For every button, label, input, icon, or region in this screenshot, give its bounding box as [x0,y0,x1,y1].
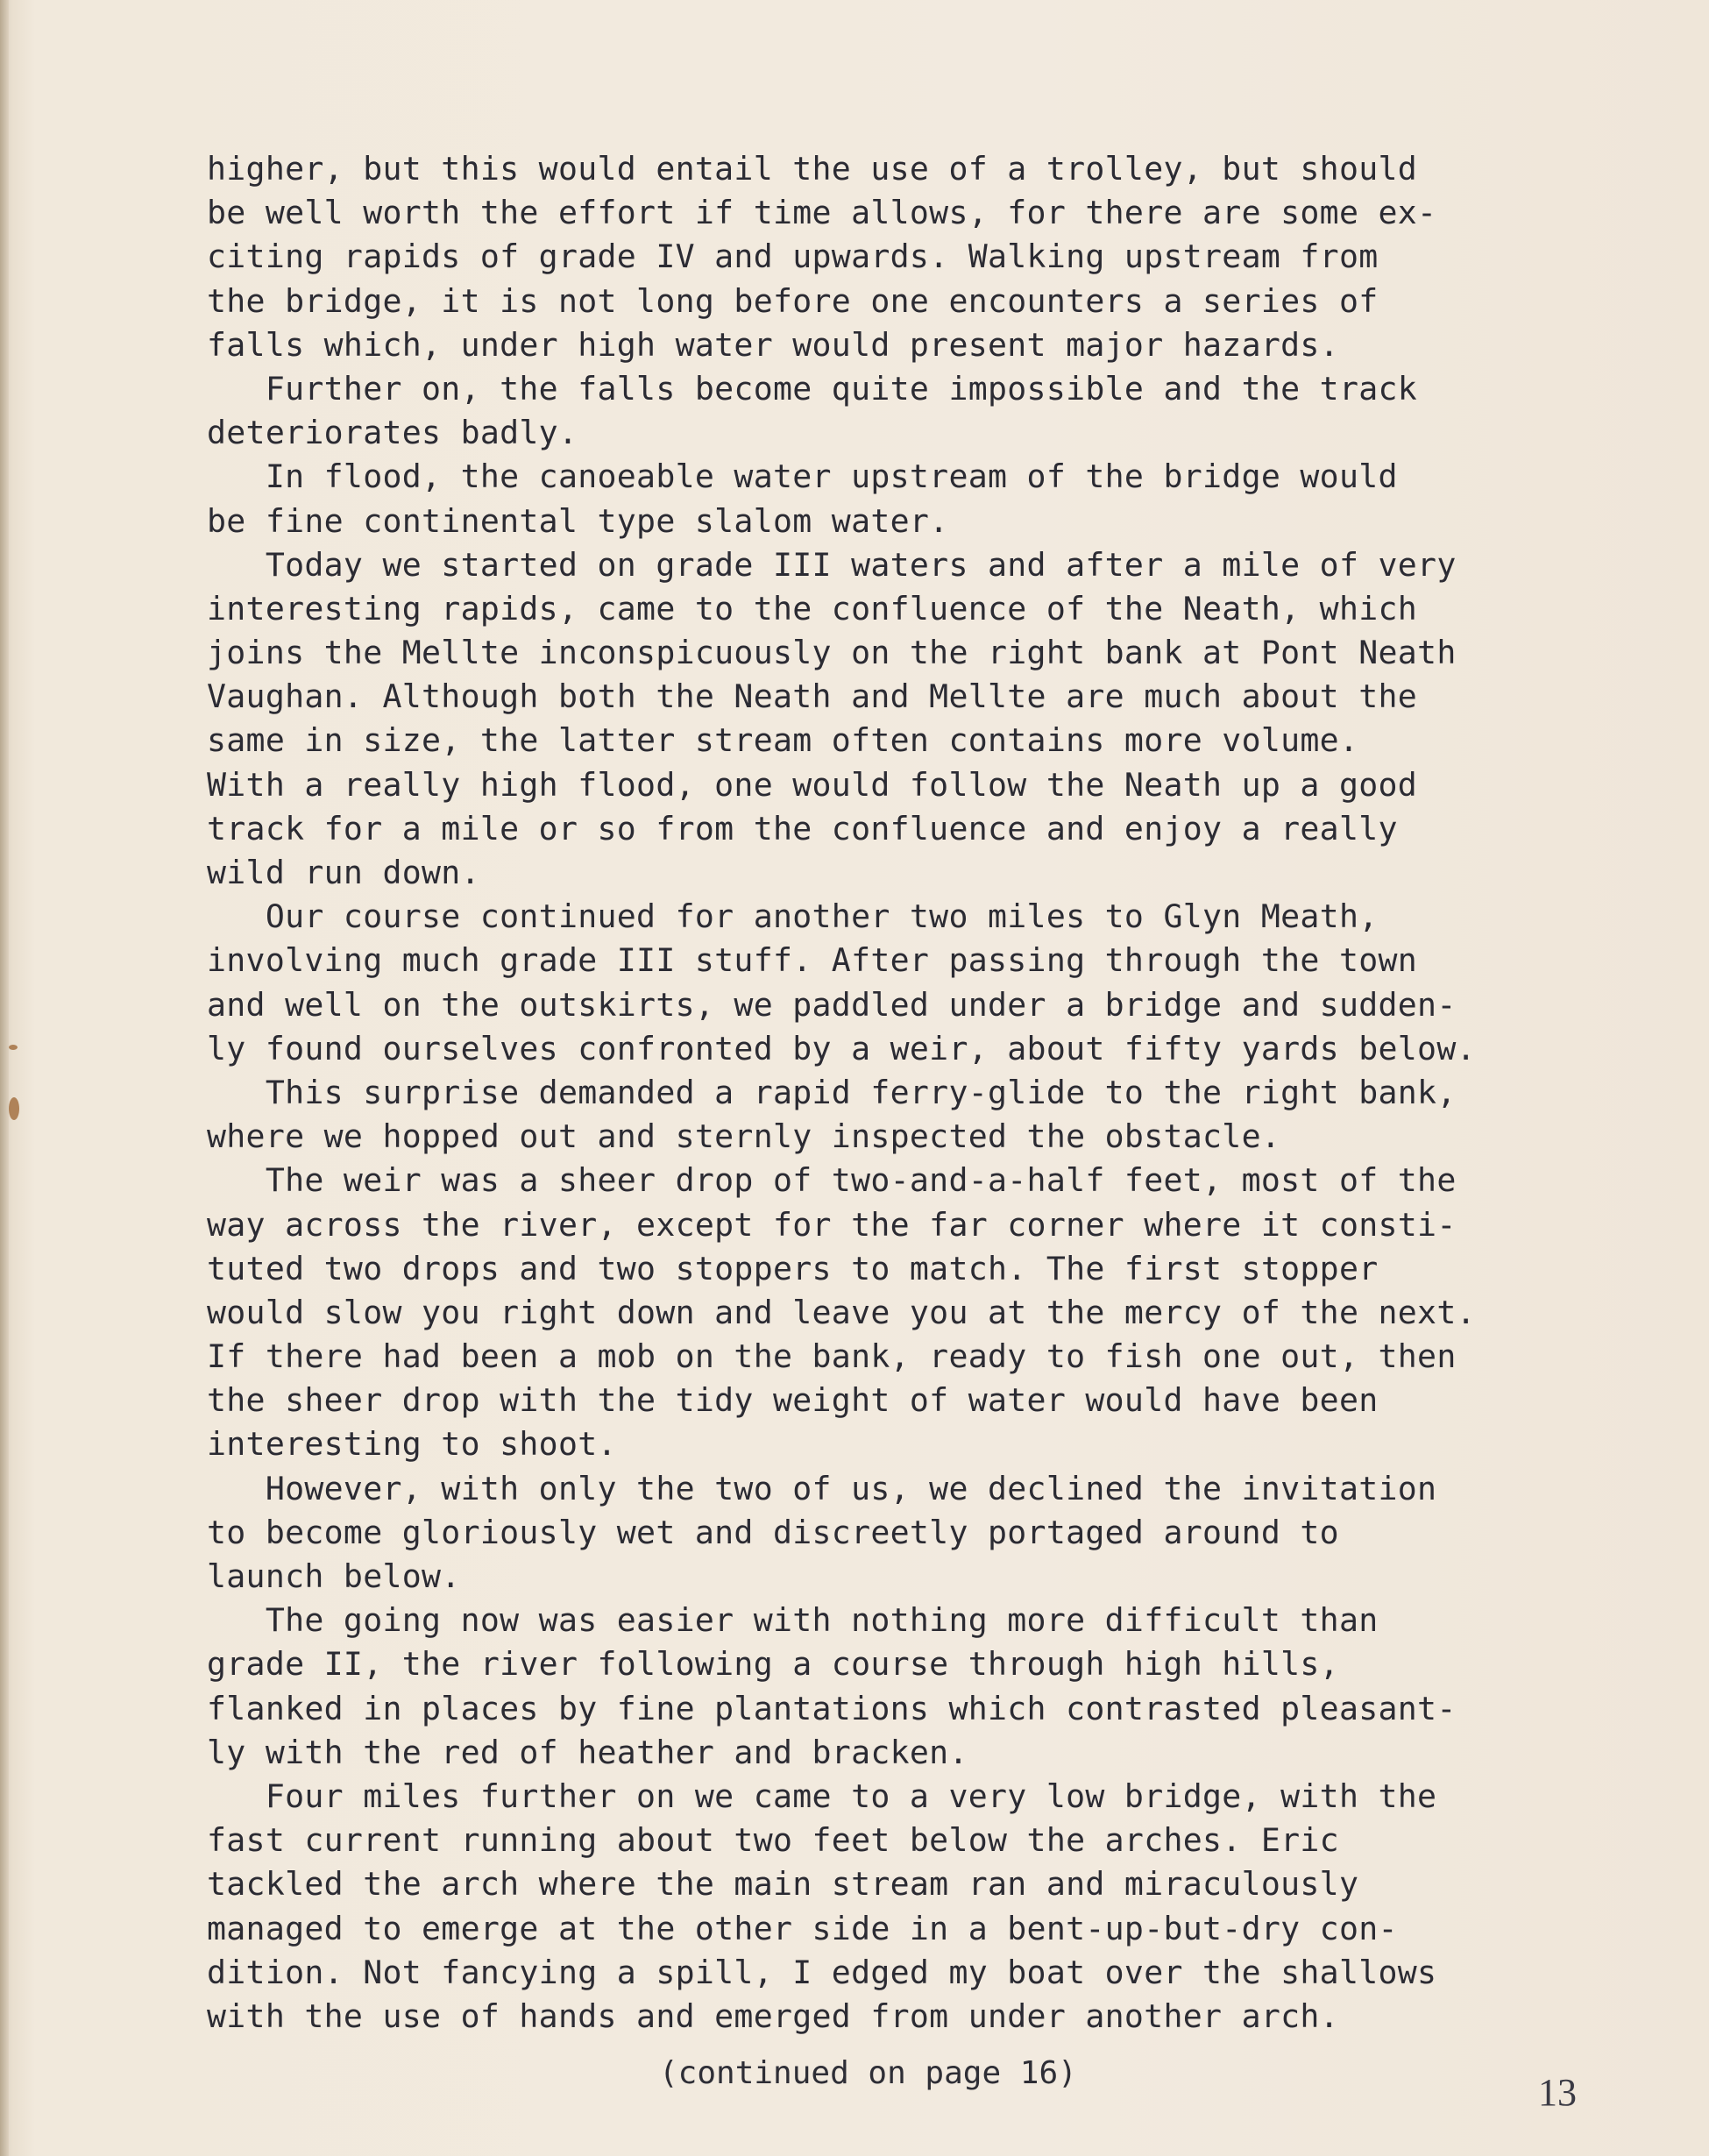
text-line: This surprise demanded a rapid ferry-glide to the right bank, [207,1073,1457,1111]
text-line: dition. Not fancying a spill, I edged my boat over the shallows [207,1953,1437,1991]
body-text [207,147,1644,2039]
text-line: interesting rapids, came to the confluence of the Neath, which [207,589,1418,628]
text-line: launch below. [207,1557,461,1595]
text-line: Vaughan. Although both the Neath and Mellte are much about the [207,677,1418,716]
text-line: The going now was easier with nothing more difficult than [207,1601,1379,1640]
text-line: grade II, the river following a course through high hills, [207,1645,1339,1684]
text-line: the bridge, it is not long before one encounters a series of [207,281,1379,320]
text-line: Further on, the falls become quite impossible and the track [207,369,1418,408]
text-line: If there had been a mob on the bank, ready to fish one out, then [207,1337,1457,1376]
text-line: citing rapids of grade IV and upwards. Walking upstream from [207,238,1379,276]
text-line: would slow you right down and leave you at the mercy of the next. [207,1293,1476,1331]
text-line: managed to emerge at the other side in a bent-up-but-dry con- [207,1909,1398,1947]
text-line: higher, but this would entail the use of a trolley, but should [207,150,1418,188]
text-line: flanked in places by fine plantations which contrasted pleasant- [207,1689,1457,1727]
text-line: same in size, the latter stream often contains more volume. [207,721,1359,760]
text-line: joins the Mellte inconspicuously on the right bank at Pont Neath [207,634,1457,672]
text-line: In flood, the canoeable water upstream of the bridge would [207,457,1398,496]
text-line: With a really high flood, one would follow the Neath up a good [207,765,1418,804]
text-line: way across the river, except for the far corner where it consti- [207,1205,1457,1244]
text-line: track for a mile or so from the confluence and enjoy a really [207,809,1398,848]
text-line: fast current running about two feet below the arches. Eric [207,1821,1339,1860]
text-line: be fine continental type slalom water. [207,501,949,540]
text-line: tackled the arch where the main stream ran and miraculously [207,1865,1359,1904]
text-line: Today we started on grade III waters and after a mile of very [207,545,1457,584]
text-line: tuted two drops and two stoppers to match. The first stopper [207,1249,1379,1287]
continuation-note: (continued on page 16) [659,2055,1077,2091]
text-line: where we hopped out and sternly inspected the obstacle. [207,1117,1281,1156]
text-line: ly with the red of heather and bracken. [207,1733,968,1771]
text-line: wild run down. [207,854,480,891]
page-number: 13 [1538,2071,1577,2114]
text-line: be well worth the effort if time allows, for there are some ex- [207,194,1437,232]
text-line: ly found ourselves confronted by a weir, about fifty yards below. [207,1029,1476,1067]
text-line: with the use of hands and emerged from under another arch. [207,1996,1339,2035]
text-line: falls which, under high water would present major hazards. [207,325,1339,364]
page-spine [0,0,9,2156]
paper-stain [9,1045,18,1050]
text-line: The weir was a sheer drop of two-and-a-half feet, most of the [207,1161,1457,1200]
text-line: Four miles further on we came to a very low bridge, with the [207,1777,1437,1815]
text-line: However, with only the two of us, we declined the invitation [207,1469,1437,1507]
text-line: Our course continued for another two miles to Glyn Meath, [207,897,1379,936]
text-line: to become gloriously wet and discreetly portaged around to [207,1513,1339,1551]
text-line: interesting to shoot. [207,1425,617,1464]
text-line: the sheer drop with the tidy weight of water would have been [207,1381,1379,1420]
text-line: involving much grade III stuff. After passing through the town [207,941,1418,980]
text-line: deteriorates badly. [207,414,578,452]
text-line: and well on the outskirts, we paddled under a bridge and sudden- [207,985,1457,1024]
paper-stain [9,1097,19,1120]
